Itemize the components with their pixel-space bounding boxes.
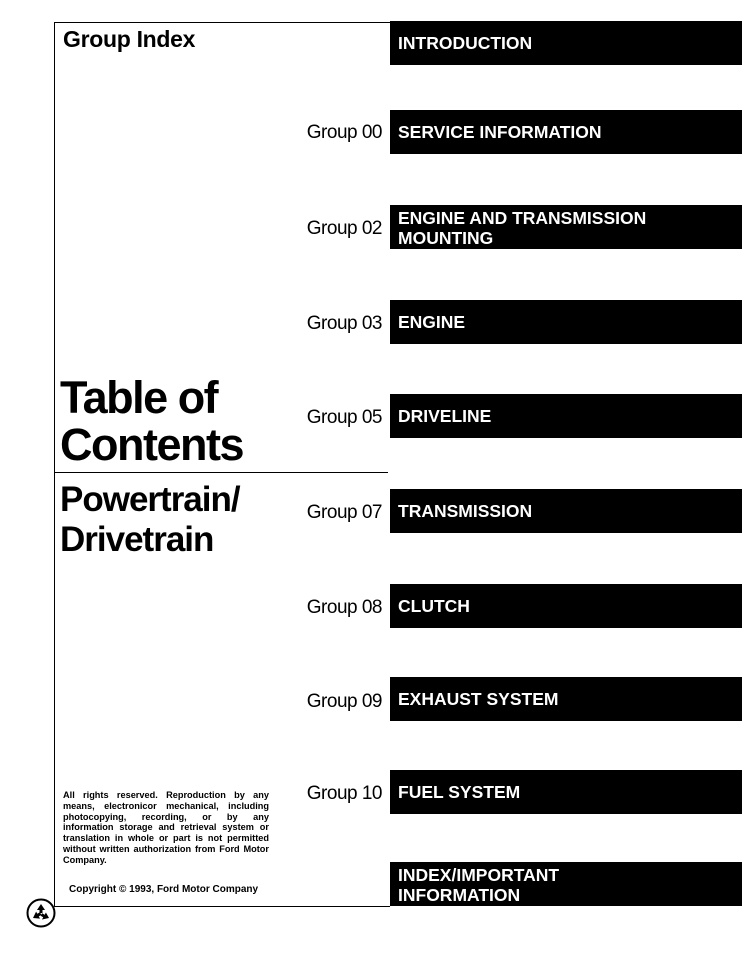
group-label-07: Group 07 [306, 502, 382, 523]
group-label-05: Group 05 [306, 407, 382, 428]
page-title [60, 374, 243, 468]
section-title-line-2: Drivetrain [60, 520, 214, 559]
group-bar-engine[interactable] [390, 300, 742, 344]
group-bar-service-information[interactable] [390, 110, 742, 154]
group-bar-title: FUEL SYSTEM [398, 782, 521, 802]
group-label-03: Group 03 [306, 313, 382, 334]
group-bar-title: DRIVELINE [398, 406, 492, 426]
group-bar-title: EXHAUST SYSTEM [398, 689, 559, 709]
group-bar-title-line-1: INDEX/IMPORTANT [398, 865, 560, 885]
group-bar-title: INTRODUCTION [398, 33, 533, 53]
group-bar-engine-and-transmission-mounting[interactable] [390, 205, 742, 249]
group-bar-title: CLUTCH [398, 596, 470, 616]
group-bar-introduction[interactable] [390, 21, 742, 65]
group-label-00: Group 00 [306, 122, 382, 143]
page-title-line-1: Table of [60, 372, 218, 423]
section-title-line-1: Powertrain/ [60, 480, 240, 519]
group-bar-title: ENGINE [398, 312, 466, 332]
group-bar-title: TRANSMISSION [398, 501, 533, 521]
section-title [60, 480, 240, 560]
group-bar-driveline[interactable] [390, 394, 742, 438]
frame-bottom-rule [54, 906, 390, 907]
group-bar-index-important-information[interactable] [390, 862, 742, 906]
frame-left-rule [54, 22, 55, 907]
group-bar-transmission[interactable] [390, 489, 742, 533]
group-label-02: Group 02 [306, 218, 382, 239]
group-bar-title-line-1: ENGINE AND TRANSMISSION [398, 208, 647, 228]
group-label-10: Group 10 [306, 783, 382, 804]
group-bar-title: SERVICE INFORMATION [398, 122, 602, 142]
group-bar-fuel-system[interactable] [390, 770, 742, 814]
group-bar-exhaust-system[interactable] [390, 677, 742, 721]
page-title-line-2: Contents [60, 419, 243, 470]
recycle-icon [26, 898, 56, 928]
group-bar-clutch[interactable] [390, 584, 742, 628]
group-label-09: Group 09 [306, 691, 382, 712]
legal-notice: All rights reserved. Reproduction by any means, electronicor mechanical, including photocopying, recording, or by any information storage and retrieval system or translation in whole or part is not permitted without written authorization from Ford Motor Company. [63, 790, 269, 865]
group-bar-title-line-2: INFORMATION [398, 885, 521, 905]
group-index-heading: Group Index [63, 26, 196, 52]
copyright-line: Copyright © 1993, Ford Motor Company [69, 884, 259, 895]
frame-top-rule [54, 22, 394, 23]
title-divider-rule [54, 472, 388, 473]
group-bar-title-line-2: MOUNTING [398, 228, 494, 248]
group-label-08: Group 08 [306, 597, 382, 618]
